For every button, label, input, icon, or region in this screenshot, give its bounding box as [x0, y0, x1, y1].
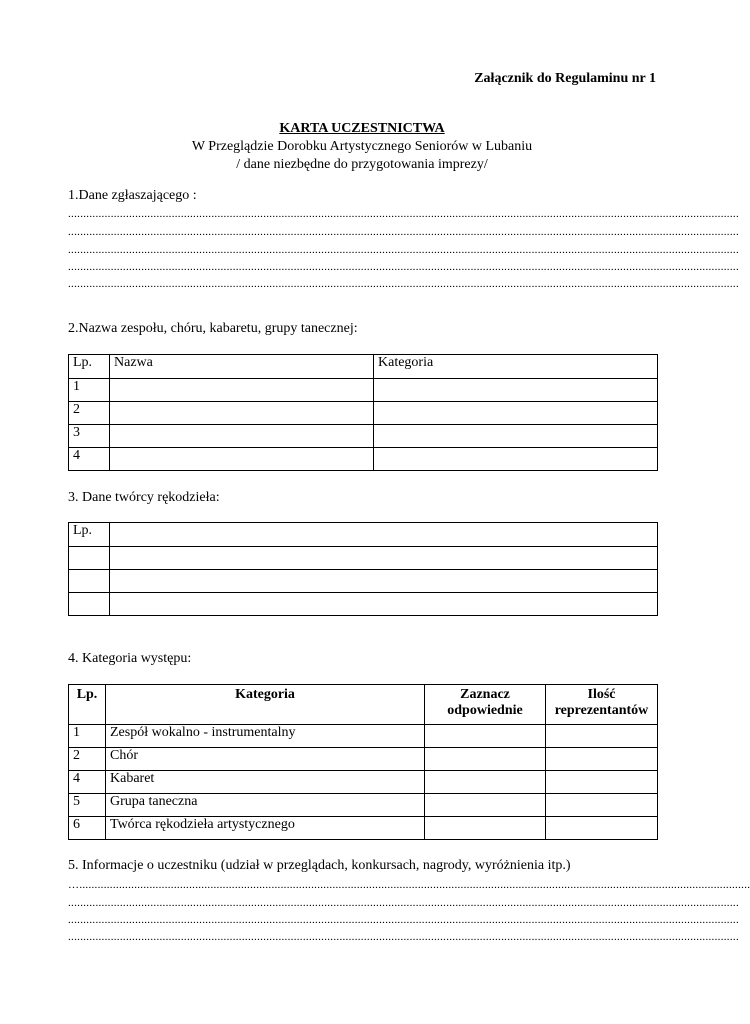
- fill-line[interactable]: ............................................................................................................................................................................................................................: [68, 914, 739, 926]
- count-cell[interactable]: [546, 725, 658, 748]
- fill-line[interactable]: ............................................................................................................................................................................................................................: [68, 261, 739, 273]
- name-cell[interactable]: [110, 448, 374, 471]
- data-cell[interactable]: [110, 593, 658, 616]
- row-number: 2: [69, 748, 106, 771]
- row-number: 4: [69, 448, 110, 471]
- dot-leader: ............................................................................................................................................................................................................................: [79, 879, 750, 891]
- table-header-row: [69, 523, 658, 547]
- section5-label: 5. Informacje o uczestniku (udział w przeglądach, konkursach, nagrody, wyróżnienia itp.): [68, 858, 571, 873]
- lp-cell[interactable]: [69, 547, 110, 570]
- column-header-category: Kategoria: [374, 355, 658, 379]
- fill-line[interactable]: ............................................................................................................................................................................................................................: [68, 226, 739, 238]
- row-number: 3: [69, 425, 110, 448]
- category-name: Grupa taneczna: [106, 794, 425, 817]
- select-cell[interactable]: [425, 748, 546, 771]
- section4-label: 4. Kategoria występu:: [68, 651, 192, 666]
- select-cell[interactable]: [425, 817, 546, 840]
- row-number: 1: [69, 379, 110, 402]
- category-name: Twórca rękodzieła artystycznego: [106, 817, 425, 840]
- category-name: Zespół wokalno - instrumentalny: [106, 725, 425, 748]
- column-header-lp: Lp.: [69, 355, 110, 379]
- row-number: 1: [69, 725, 106, 748]
- count-cell[interactable]: [546, 817, 658, 840]
- category-cell[interactable]: [374, 448, 658, 471]
- section3-label: 3. Dane twórcy rękodzieła:: [68, 490, 220, 505]
- table-row: [69, 379, 658, 402]
- artisan-table: [68, 522, 658, 616]
- column-header-lp: Lp.: [69, 523, 110, 547]
- row-number: 4: [69, 771, 106, 794]
- fill-line[interactable]: ............................................................................................................................................................................................................................: [68, 244, 739, 256]
- table-header-row: [69, 355, 658, 379]
- table-row: [69, 794, 658, 817]
- column-header-lp: Lp.: [69, 685, 106, 725]
- fill-line[interactable]: ............................................................................................................................................................................................................................: [68, 278, 739, 290]
- annex-label: Załącznik do Regulaminu nr 1: [474, 71, 656, 86]
- row-number: 5: [69, 794, 106, 817]
- count-cell[interactable]: [546, 748, 658, 771]
- fill-line[interactable]: ............................................................................................................................................................................................................................: [68, 931, 739, 943]
- name-cell[interactable]: [110, 402, 374, 425]
- column-header-select: Zaznacz odpowiednie: [425, 685, 546, 725]
- category-name: Kabaret: [106, 771, 425, 794]
- name-cell[interactable]: [110, 379, 374, 402]
- column-header-count: Ilość reprezentantów: [546, 685, 658, 725]
- title-block: [0, 120, 724, 174]
- category-cell[interactable]: [374, 425, 658, 448]
- select-cell[interactable]: [425, 725, 546, 748]
- table-row: [69, 402, 658, 425]
- select-cell[interactable]: [425, 771, 546, 794]
- category-name: Chór: [106, 748, 425, 771]
- count-cell[interactable]: [546, 771, 658, 794]
- lp-cell[interactable]: [69, 570, 110, 593]
- table-row: [69, 771, 658, 794]
- name-cell[interactable]: [110, 425, 374, 448]
- data-cell[interactable]: [110, 523, 658, 547]
- form-title: KARTA UCZESTNICTWA: [279, 121, 445, 136]
- row-number: 6: [69, 817, 106, 840]
- count-cell[interactable]: [546, 794, 658, 817]
- form-note: / dane niezbędne do przygotowania imprezy/: [236, 157, 488, 172]
- table-row: [69, 725, 658, 748]
- table-row: [69, 547, 658, 570]
- data-cell[interactable]: [110, 547, 658, 570]
- table-row: [69, 593, 658, 616]
- table-header-row: [69, 685, 658, 725]
- lp-cell[interactable]: [69, 593, 110, 616]
- data-cell[interactable]: [110, 570, 658, 593]
- fill-line[interactable]: ............................................................................................................................................................................................................................: [68, 897, 739, 909]
- column-header-category: Kategoria: [106, 685, 425, 725]
- section1-label: 1.Dane zgłaszającego :: [68, 188, 197, 203]
- ensemble-table: [68, 354, 658, 471]
- category-cell[interactable]: [374, 379, 658, 402]
- table-row: [69, 570, 658, 593]
- category-cell[interactable]: [374, 402, 658, 425]
- section2-label: 2.Nazwa zespołu, chóru, kabaretu, grupy tanecznej:: [68, 321, 358, 336]
- row-number: 2: [69, 402, 110, 425]
- category-table: [68, 684, 658, 840]
- form-subtitle: W Przeglądzie Dorobku Artystycznego Seniorów w Lubaniu: [191, 139, 533, 154]
- ellipsis-prefix: …: [68, 879, 80, 891]
- table-row: [69, 425, 658, 448]
- fill-line[interactable]: ............................................................................................................................................................................................................................: [68, 208, 739, 220]
- select-cell[interactable]: [425, 794, 546, 817]
- column-header-name: Nazwa: [110, 355, 374, 379]
- table-row: [69, 817, 658, 840]
- table-row: [69, 748, 658, 771]
- fill-line[interactable]: [68, 879, 750, 891]
- table-row: [69, 448, 658, 471]
